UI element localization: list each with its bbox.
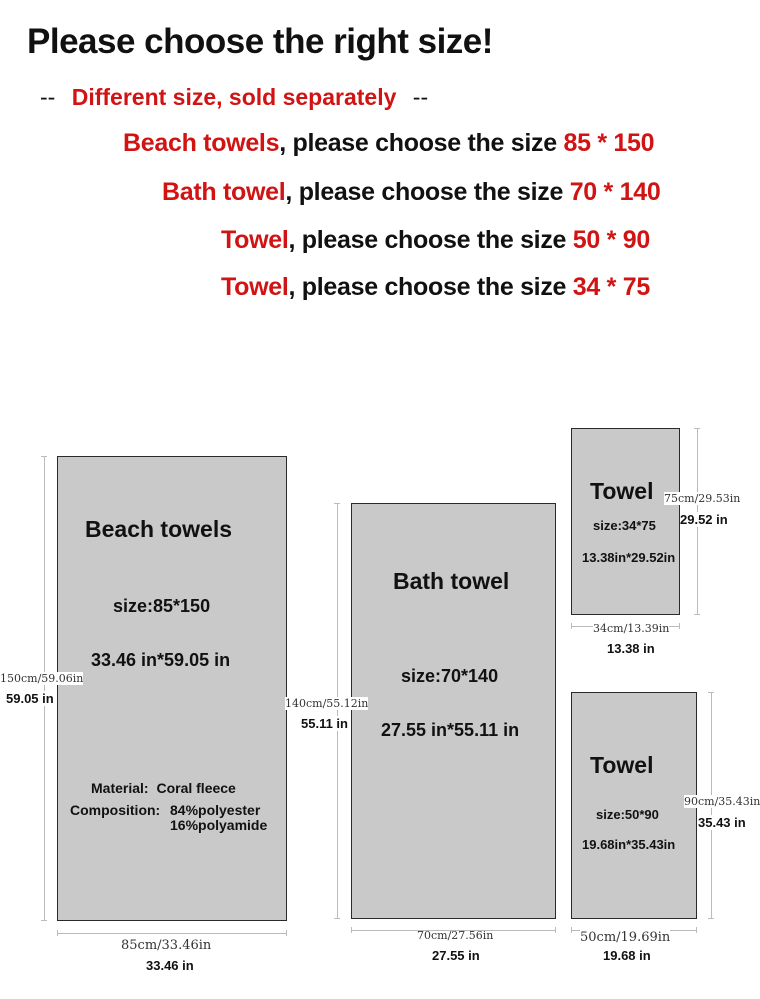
- beach-towel-inches: 33.46 in*59.05 in: [91, 650, 231, 670]
- page-title: Please choose the right size!: [27, 22, 493, 61]
- bath-height-tick-top: [334, 503, 340, 504]
- bath-height-in: 55.11 in: [301, 716, 348, 731]
- medium-height-tick-top: [708, 692, 714, 693]
- beach-height-cm: 150cm/59.06in: [0, 672, 84, 685]
- bath-width-tick-left: [351, 927, 352, 933]
- beach-composition-2: 16%polyamide: [170, 817, 268, 833]
- size-line-bath: [162, 178, 660, 207]
- material-value: Coral fleece: [156, 780, 236, 796]
- size-line-text: , please choose the size: [279, 129, 564, 157]
- bath-height-line: [337, 503, 338, 919]
- size-line-size: 85 * 150: [563, 129, 655, 157]
- size-line-size: 70 * 140: [569, 178, 661, 206]
- small-towel-title: Towel: [590, 478, 654, 504]
- beach-width-cm: 85cm/33.46in: [121, 938, 212, 953]
- small-towel-inches: 13.38in*29.52in: [582, 550, 676, 565]
- medium-towel-size: size:50*90: [596, 807, 659, 822]
- bath-width-cm: 70cm/27.56in: [417, 929, 494, 942]
- beach-height-tick-bottom: [41, 920, 47, 921]
- medium-width-tick-left: [571, 927, 572, 933]
- bath-towel-panel: [351, 503, 556, 919]
- subtitle: [40, 84, 428, 111]
- bath-height-cm: 140cm/55.12in: [285, 697, 369, 710]
- size-line-beach: [123, 129, 654, 158]
- medium-height-tick-bottom: [708, 918, 714, 919]
- small-height-tick-top: [694, 428, 700, 429]
- bath-width-tick-right: [555, 927, 556, 933]
- bath-height-tick-bottom: [334, 918, 340, 919]
- size-line-text: , please choose the size: [288, 273, 573, 301]
- medium-towel-title: Towel: [590, 752, 654, 778]
- small-towel-size: size:34*75: [593, 518, 656, 533]
- bath-towel-title: Bath towel: [393, 568, 510, 594]
- beach-width-in: 33.46 in: [146, 958, 194, 973]
- bath-towel-inches: 27.55 in*55.11 in: [381, 720, 520, 740]
- size-line-size: 34 * 75: [572, 273, 650, 301]
- subtitle-right-dash: --: [412, 84, 429, 110]
- beach-width-tick-right: [286, 930, 287, 936]
- subtitle-text: Different size, sold separately: [71, 84, 397, 110]
- medium-towel-inches: 19.68in*35.43in: [582, 837, 676, 852]
- bath-towel-size: size:70*140: [401, 666, 499, 686]
- beach-composition-label: Composition:: [70, 802, 161, 818]
- small-width-tick-right: [679, 623, 680, 629]
- size-line-name: Towel: [221, 226, 289, 254]
- size-line-towel-50: [221, 226, 650, 255]
- size-line-name: Towel: [221, 273, 289, 301]
- beach-height-tick-top: [41, 456, 47, 457]
- beach-towel-title: Beach towels: [85, 516, 232, 542]
- small-height-cm: 75cm/29.53in: [664, 492, 741, 505]
- medium-height-cm: 90cm/35.43in: [684, 795, 760, 808]
- beach-composition-1: 84%polyester: [170, 802, 261, 818]
- subtitle-left-dash: --: [40, 84, 56, 110]
- size-line-towel-34: [221, 273, 650, 302]
- beach-width-line: [57, 933, 287, 934]
- medium-towel-panel: [571, 692, 697, 919]
- medium-width-tick-right: [696, 927, 697, 933]
- beach-height-line: [44, 456, 45, 921]
- medium-height-in: 35.43 in: [698, 815, 746, 830]
- size-line-text: , please choose the size: [288, 226, 573, 254]
- beach-height-in: 59.05 in: [6, 691, 54, 706]
- beach-material: [91, 780, 236, 796]
- beach-towel-size: size:85*150: [113, 596, 211, 616]
- size-line-text: , please choose the size: [285, 178, 570, 206]
- beach-width-tick-left: [57, 930, 58, 936]
- small-height-in: 29.52 in: [680, 512, 728, 527]
- small-width-cm: 34cm/13.39in: [593, 622, 670, 635]
- material-label: Material:: [91, 780, 149, 796]
- small-height-tick-bottom: [694, 614, 700, 615]
- bath-width-in: 27.55 in: [432, 948, 480, 963]
- medium-width-in: 19.68 in: [603, 948, 651, 963]
- medium-width-cm: 50cm/19.69in: [580, 930, 671, 945]
- small-width-tick-left: [571, 623, 572, 629]
- size-line-name: Bath towel: [162, 178, 286, 206]
- size-line-name: Beach towels: [123, 129, 280, 157]
- small-width-in: 13.38 in: [607, 641, 655, 656]
- size-line-size: 50 * 90: [572, 226, 650, 254]
